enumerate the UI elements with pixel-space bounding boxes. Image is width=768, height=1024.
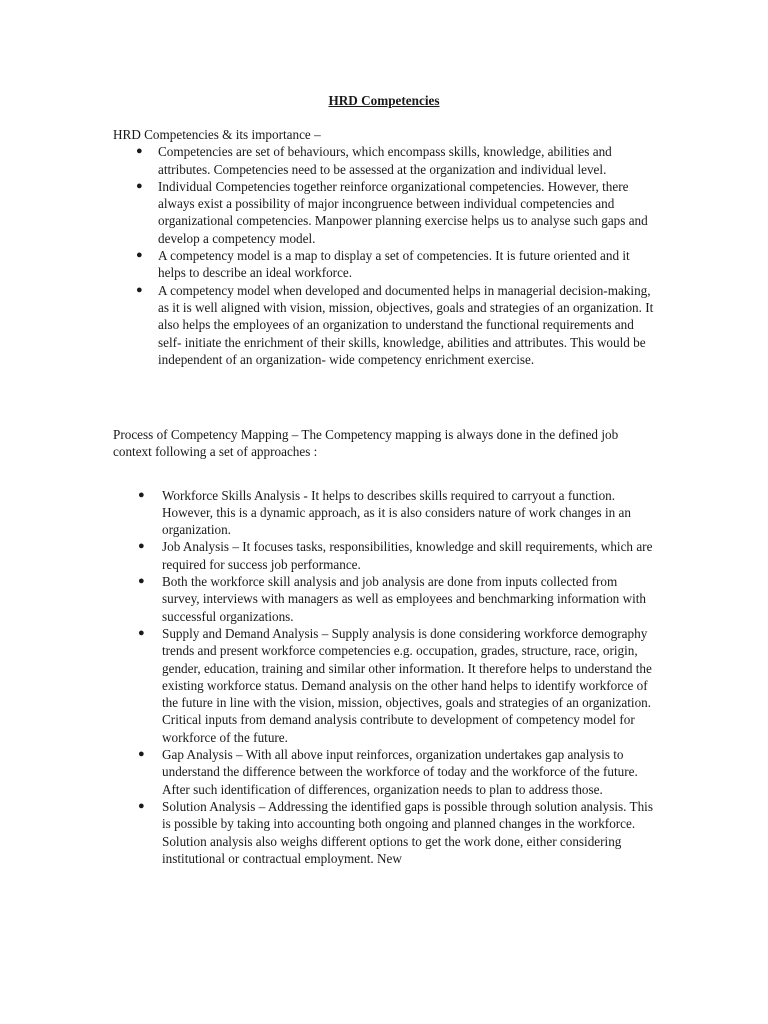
bullet-icon: ● [138,488,145,501]
section-intro: Process of Competency Mapping – The Competency mapping is always done in the defined job context following a set of approaches : [113,427,619,460]
list-item [138,625,658,746]
list-item [136,143,658,178]
section-process [113,426,658,867]
list-item [138,746,658,798]
list-item-text: A competency model is a map to display a set of competencies. It is future oriented and it helps to describe an ideal workforce. [158,248,630,281]
bullet-list [138,487,658,868]
page-title: HRD Competencies [328,93,440,108]
bullet-icon: ● [138,748,145,761]
list-item-text: Gap Analysis – With all above input reinforces, organization undertakes gap analysis to understand the difference between the workforce of today and the workforce of the future. After such identification of differences, organization needs to plan to address those. [162,747,638,797]
list-item-text: A competency model when developed and documented helps in managerial decision-making, as it is well aligned with vision, mission, objectives, goals and strategies of an organization. It also helps the employees of an organization to understand the functional requirements and self- initiate the enrichment of their skills, knowledge, abilities and attributes. This would be independent of an organization- wide competency enrichment exercise. [158,282,654,367]
section-importance [113,126,658,368]
bullet-list [136,143,658,368]
bullet-icon: ● [138,626,145,639]
list-item-text: Solution Analysis – Addressing the identified gaps is possible through solution analysis. This is possible by taking into accounting both ongoing and planned changes in the workforce. Solution analysis also weighs different options to get the work done, either considering institutional or contractual employment. New [162,798,653,866]
list-item [138,487,658,539]
bullet-icon: ● [138,540,145,553]
list-item-text: Both the workforce skill analysis and job analysis are done from inputs collected from survey, interviews with managers as well as employees and benchmarking information with successful organizations. [162,574,647,624]
list-item [138,538,658,573]
list-item [138,798,658,867]
list-item-text: Individual Competencies together reinforce organizational competencies. However, there always exist a possibility of major incongruence between individual competencies and organizational competencies. Manpower planning exercise helps us to analyse such gaps and develop a competency model. [158,178,648,246]
bullet-icon: ● [136,145,143,158]
bullet-icon: ● [136,179,143,192]
list-item [136,247,658,282]
bullet-icon: ● [136,249,143,262]
list-item [138,573,658,625]
bullet-icon: ● [138,799,145,812]
list-item-text: Workforce Skills Analysis - It helps to describes skills required to carryout a function. However, this is a dynamic approach, as it is also considers nature of work changes in an organization. [162,487,631,538]
list-item-text: Competencies are set of behaviours, which encompass skills, knowledge, abilities and attributes. Competencies need to be assessed at the organization and individual level. [158,144,612,177]
section-intro: HRD Competencies & its importance – [113,127,321,142]
bullet-icon: ● [136,283,143,296]
list-item [136,282,658,368]
list-item-text: Job Analysis – It focuses tasks, responsibilities, knowledge and skill requirements, which are required for success job performance. [162,539,653,572]
bullet-icon: ● [138,575,145,588]
list-item-text: Supply and Demand Analysis – Supply analysis is done considering workforce demography trends and present workforce competencies e.g. occupation, grades, structure, race, origin, gender, education, training and similar other information. It therefore helps to understand the existing workforce status. Demand analysis on the other hand helps to identify workforce of the future in line with the vision, mission, objectives, goals and strategies of an organization. Critical inputs from demand analysis contribute to development of competency model for workforce of the future. [162,625,652,745]
list-item [136,178,658,247]
